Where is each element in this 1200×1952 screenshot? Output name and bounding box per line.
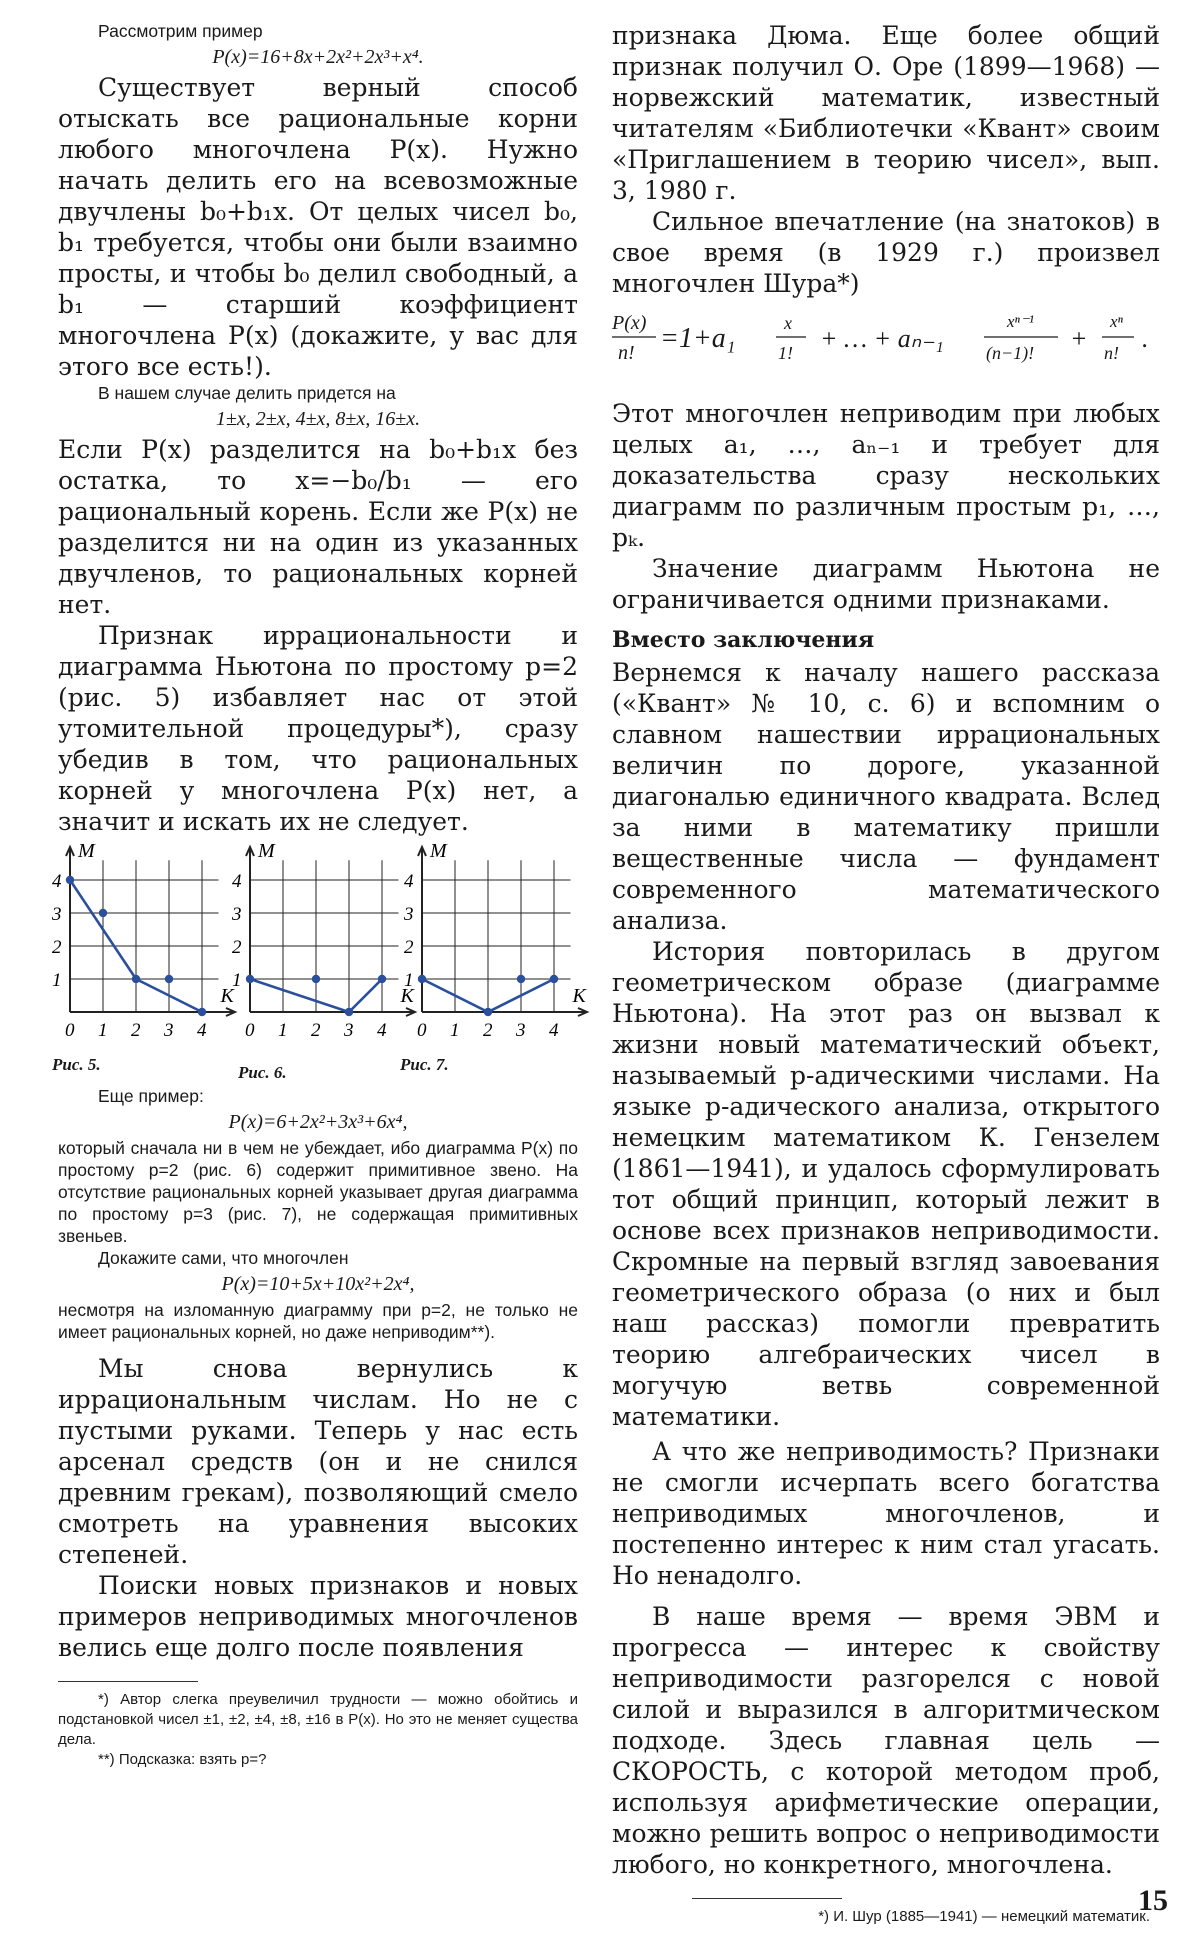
y-tick-label: 2 bbox=[404, 937, 414, 958]
lhs-numerator: P(x) bbox=[612, 312, 647, 334]
y-tick-label: 1 bbox=[404, 970, 414, 991]
paragraph-dumas: признака Дюма. Еще более общий признак получил О. Оре (1899—1968) — норвежский математик, известный читателям «Библиотечки «Квант» своим «Приглашением в теорию чисел», вып. 3, 1980 г. bbox=[612, 21, 1160, 205]
footnote-schur: *) И. Шур (1885—1941) — немецкий математик. bbox=[818, 1908, 1150, 1925]
x-tick-label: 1 bbox=[278, 1020, 288, 1041]
figure-caption-5: Рис. 5. bbox=[52, 1055, 101, 1074]
x-tick-label: 0 bbox=[245, 1020, 255, 1041]
y-tick-label: 1 bbox=[52, 970, 62, 991]
paragraph-return-irrational: Мы снова вернулись к иррациональным числам. Но не с пустыми руками. Теперь у нас есть арсенал средств (он и не снился древним грекам), позволяющий смело смотреть на уравнения высоких степеней. bbox=[58, 1354, 578, 1569]
footnote-rule-right bbox=[692, 1898, 842, 1899]
diagram-point bbox=[198, 1008, 206, 1016]
paragraph-diagrams-value: Значение диаграмм Ньютона не ограничивается одними признаками. bbox=[612, 554, 1160, 614]
y-tick-label: 3 bbox=[52, 904, 62, 925]
y-tick-label: 4 bbox=[232, 871, 242, 892]
section-heading: Вместо заключения bbox=[612, 627, 875, 653]
diagram-point bbox=[165, 975, 173, 983]
formula-2: 1±x, 2±x, 4±x, 8±x, 16±x. bbox=[215, 408, 421, 430]
lhs-denominator: n! bbox=[618, 342, 635, 364]
paragraph-history: История повторилась в другом геометрическом образе (диаграмме Ньютона). На этот раз он вызвал к жизни новый математический объект, называемый p-адическими числами. На языке p-адического анализа, открытого немецким математиком К. Гензелем (1861—1941), и удалось сформулировать тот общий принцип, который лежит в основе всех признаков неприводимости. Скромные на первый взгляд завоевания геометрического образа (о них и был наш рассказ) помогли превратить теорию алгебраических чисел в могучую ветвь современной математики. bbox=[612, 937, 1160, 1431]
axis-label-m: M bbox=[258, 840, 275, 862]
axis-label-m: M bbox=[78, 840, 95, 862]
paragraph-schur: Сильное впечатление (на знатоков) в свое время (в 1929 г.) произвел многочлен Шура*) bbox=[612, 207, 1160, 298]
diagram-point bbox=[312, 975, 320, 983]
y-tick-label: 4 bbox=[404, 871, 414, 892]
small-text-5: несмотря на изломанную диаграмму при p=2, не только не имеет рациональных корней, но даже неприводим**). bbox=[58, 1300, 578, 1342]
x-tick-label: 1 bbox=[98, 1020, 108, 1041]
y-tick-label: 4 bbox=[52, 871, 62, 892]
x-tick-label: 1 bbox=[450, 1020, 460, 1041]
formula-plus: + bbox=[1070, 324, 1088, 353]
diagram-point bbox=[246, 975, 254, 983]
t1-numerator: x bbox=[784, 313, 792, 333]
paragraph-rational-roots: Существует верный способ отыскать все рациональные корни любого многочлена P(x). Нужно начать делить его на всевозможные двучлены b₀+b₁x. От целых чисел b₀, b₁ требуется, чтобы они были взаимно просты, и чтобы b₀ делил свободный, а b₁ — старший коэффициент многочлена P(x) (докажите, у вас для этого все есть!). bbox=[58, 73, 578, 381]
x-tick-label: 4 bbox=[197, 1020, 207, 1041]
diagram-point bbox=[66, 876, 74, 884]
left-column bbox=[52, 20, 586, 1770]
formula-3: P(x)=6+2x²+3x³+6x⁴, bbox=[228, 1111, 408, 1133]
diagram-point bbox=[418, 975, 426, 983]
axis-label-k: K bbox=[572, 985, 586, 1007]
x-tick-label: 2 bbox=[311, 1020, 321, 1041]
y-tick-label: 3 bbox=[404, 904, 414, 925]
small-text-4: Докажите сами, что многочлен bbox=[98, 1248, 349, 1268]
x-tick-label: 0 bbox=[417, 1020, 427, 1041]
footnote-2: **) Подсказка: взять p=? bbox=[98, 1751, 267, 1768]
newton-diagram-fig6 bbox=[228, 840, 414, 1047]
t2-numerator: xⁿ⁻¹ bbox=[1007, 312, 1034, 331]
paragraph-irreducible: Этот многочлен неприводим при любых целых a₁, …, aₙ₋₁ и требует для доказательства сразу нескольких диаграмм по различным простым p₁, …, pₖ. bbox=[612, 399, 1160, 552]
paragraph-search: Поиски новых признаков и новых примеров неприводимых многочленов велись еще долго после появления bbox=[58, 1571, 578, 1662]
diagram-point bbox=[99, 909, 107, 917]
formula-eq: =1+a₁ bbox=[660, 323, 736, 354]
schur-formula bbox=[612, 305, 1160, 386]
x-tick-label: 4 bbox=[377, 1020, 387, 1041]
y-tick-label: 2 bbox=[52, 937, 62, 958]
y-tick-label: 3 bbox=[232, 904, 242, 925]
x-tick-label: 2 bbox=[483, 1020, 493, 1041]
figure-caption-6: Рис. 6. bbox=[238, 1063, 287, 1082]
y-tick-label: 1 bbox=[232, 970, 242, 991]
small-text-2: Еще пример: bbox=[98, 1086, 204, 1106]
formula-1: P(x)=16+8x+2x²+2x³+x⁴. bbox=[212, 46, 424, 68]
formula-end: . bbox=[1142, 324, 1149, 353]
small-text-3: который сначала ни в чем не убеждает, ибо диаграмма P(x) по простому p=2 (рис. 6) содержит примитивное звено. На отсутствие рациональных корней указывает другая диаграмма по простому p=3 (рис. 7), не содержащая примитивных звеньев. bbox=[58, 1138, 578, 1246]
diagram-point bbox=[345, 1008, 353, 1016]
axis-label-k: K bbox=[400, 985, 414, 1007]
figure-caption-7: Рис. 7. bbox=[400, 1055, 449, 1074]
t1-denominator: 1! bbox=[778, 343, 793, 363]
paragraph-division: Если P(x) разделится на b₀+b₁x без остатка, то x=−b₀/b₁ — его рациональный корень. Если же P(x) не разделится ни на один из указанных двучленов, то рациональных корней нет. bbox=[58, 435, 578, 619]
formula-mid: + … + aₙ₋₁ bbox=[820, 324, 944, 353]
x-tick-label: 4 bbox=[549, 1020, 559, 1041]
paragraph-irrationality: Признак иррациональности и диаграмма Ньютона по простому p=2 (рис. 5) избавляет нас от этой утомительной процедуры*), сразу убедив в том, что рациональных корней у многочлена P(x) нет, а значит и искать их не следует. bbox=[58, 621, 578, 836]
x-tick-label: 2 bbox=[131, 1020, 141, 1041]
small-text-1: В нашем случае делить придется на bbox=[98, 383, 396, 403]
axis-label-k: K bbox=[220, 985, 234, 1007]
right-column bbox=[612, 20, 1160, 1927]
formula-4: P(x)=10+5x+10x²+2x⁴, bbox=[221, 1273, 415, 1295]
x-tick-label: 3 bbox=[516, 1020, 526, 1041]
t2-denominator: (n−1)! bbox=[986, 343, 1035, 363]
diagram-point bbox=[550, 975, 558, 983]
diagram-point bbox=[378, 975, 386, 983]
x-tick-label: 3 bbox=[344, 1020, 354, 1041]
page-number: 15 bbox=[1138, 1884, 1168, 1917]
paragraph-irreducibility: А что же неприводимость? Признаки не смогли исчерпать всего богатства неприводимых многочленов, и постепенно интерес к ним стал угасать. Но ненадолго. bbox=[612, 1437, 1160, 1590]
footnote-1: *) Автор слегка преувеличил трудности — можно обойтись и подстановкой чисел ±1, ±2, ±4, ±8, ±16 в P(x). Но это не меняет существа дела. bbox=[58, 1691, 578, 1748]
t3-numerator: xⁿ bbox=[1110, 312, 1123, 331]
diagram-point bbox=[517, 975, 525, 983]
figures-row bbox=[48, 840, 586, 1082]
paragraph-computers: В наше время — время ЭВМ и прогресса — интерес к свойству неприводимости разгорелся с новой силой и выразился в алгоритмическом подходе. Здесь главная цель — СКОРОСТЬ, с которой методом проб, используя арифметические операции, можно решить вопрос о неприводимости любого, но конкретного, многочлена. bbox=[612, 1602, 1160, 1879]
x-tick-label: 3 bbox=[164, 1020, 174, 1041]
newton-diagram-fig7 bbox=[400, 840, 586, 1047]
diagram-point bbox=[132, 975, 140, 983]
axis-label-m: M bbox=[430, 840, 447, 862]
intro-label: Рассмотрим пример bbox=[98, 21, 263, 41]
newton-diagram-fig5 bbox=[48, 840, 234, 1047]
footnote-rule bbox=[58, 1681, 198, 1682]
diagram-point bbox=[484, 1008, 492, 1016]
y-tick-label: 2 bbox=[232, 937, 242, 958]
schur-formula-svg bbox=[612, 305, 1160, 369]
x-tick-label: 0 bbox=[65, 1020, 75, 1041]
t3-denominator: n! bbox=[1104, 343, 1119, 363]
paragraph-return: Вернемся к началу нашего рассказа («Квант» № 10, с. 6) и вспомним о славном нашествии иррациональных величин по дороге, указанной диагональю единичного квадрата. Вслед за ними в математику пришли вещественные числа — фундамент современного математического анализа. bbox=[612, 658, 1160, 935]
